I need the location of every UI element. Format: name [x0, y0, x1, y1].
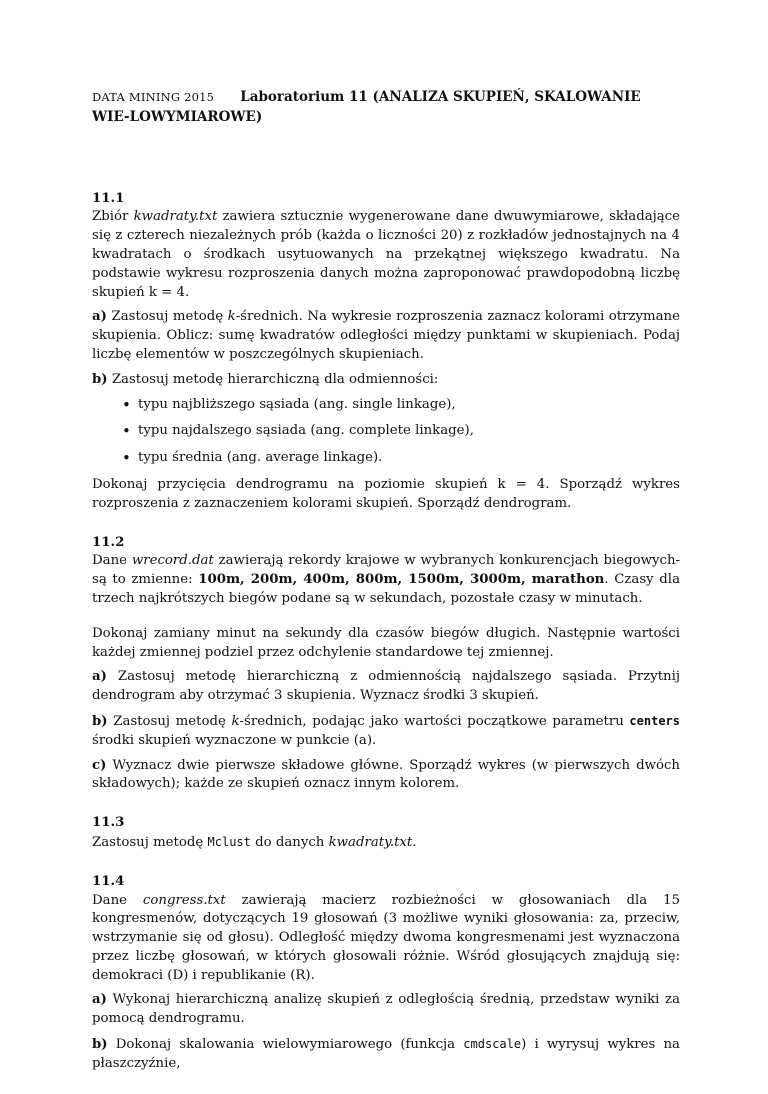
code-term: centers: [629, 713, 680, 728]
section-number: 11.3: [92, 815, 125, 831]
task-a: a) Wykonaj hierarchiczną analizę skupień z odległością średnią, przedstaw wyniki za pomocą dendrogramu.: [92, 992, 680, 1027]
section-number: 11.4: [92, 873, 125, 889]
task-a: a) Zastosuj metodę hierarchiczną z odmiennością najdalszego sąsiada. Przytnij dendrogram aby otrzymać 3 skupienia. Wyznacz środki 3 skupień.: [92, 669, 680, 704]
filename: congress.txt: [142, 892, 226, 908]
section-11-2: [92, 534, 680, 795]
task-a: a) Zastosuj metodę k-średnich. Na wykresie rozproszenia zaznacz kolorami otrzymane skupienia. Oblicz: sumę kwadratów odległości między punktami w skupieniach. Podaj liczbę elementów w poszczególnych skupieniach.: [92, 309, 680, 362]
filename: wrecord.dat: [131, 553, 214, 569]
course-label: DATA MINING 2015: [92, 90, 215, 104]
section-number: 11.2: [92, 534, 125, 550]
code-term: Mclust: [207, 834, 251, 849]
filename: kwadraty.txt: [328, 834, 413, 850]
paragraph: Zastosuj metodę Mclust do danych kwadraty.txt.: [92, 834, 417, 850]
paragraph: Dokonaj przycięcia dendrogramu na poziomie skupień k = 4. Sporządź wykres rozproszenia z zaznaczeniem kolorami skupień. Sporządź dendrogram.: [92, 476, 680, 511]
task-c: c) Wyznacz dwie pierwsze składowe główne. Sporządź wykres (w pierwszych dwóch składowych); każde ze skupień oznacz innym kolorem.: [92, 757, 680, 792]
paragraph: Dane wrecord.dat zawierają rekordy krajowe w wybranych konkurencjach biegowych- są to zmienne: 100m, 200m, 400m, 800m, 1500m, 3000m, marathon. Czasy dla trzech najkrótszych biegów podane są w sekundach, pozostałe czasy w minutach.: [92, 553, 681, 606]
code-term: cmdscale: [463, 1037, 522, 1052]
page-title: Laboratorium 11 (ANALIZA SKUPIEŃ, SKALOWANIE WIE-LOWYMIAROWE): [92, 89, 641, 125]
task-b: b) Zastosuj metodę k-średnich, podając jako wartości początkowe parametru centers środki skupień wyznaczone w punkcie (a).: [92, 713, 680, 748]
list-item: • typu najbliższego sąsiada (ang. single linkage),: [122, 396, 680, 415]
list-item: • typu najdalszego sąsiada (ang. complete linkage),: [122, 422, 680, 441]
section-11-4: [92, 873, 680, 1074]
filename: kwadraty.txt: [133, 209, 218, 225]
task-b: b) Dokonaj skalowania wielowymiarowego (funkcja cmdscale) i wyrysuj wykres na płaszczyźnie,: [92, 1037, 680, 1071]
document-page: [92, 88, 680, 1094]
variable-list: 100m, 200m, 400m, 800m, 1500m, 3000m, marathon: [198, 572, 605, 588]
list-item: • typu średnia (ang. average linkage).: [122, 449, 680, 468]
document-header: [92, 88, 680, 128]
task-b: b) Zastosuj metodę hierarchiczną dla odmienności:: [92, 371, 439, 387]
section-number: 11.1: [92, 190, 125, 206]
section-11-1: [92, 190, 680, 514]
paragraph: Dokonaj zamiany minut na sekundy dla czasów biegów długich. Następnie wartości każdej zmiennej podziel przez odchylenie standardowe tej zmiennej.: [92, 625, 680, 660]
linkage-list: [92, 396, 680, 468]
section-11-3: [92, 814, 680, 853]
paragraph: Dane congress.txt zawierają macierz rozbieżności w głosowaniach dla 15 kongresmenów, dotyczących 19 głosowań (3 możliwe wyniki głosowania: za, przeciw, wstrzymanie się od głosu). Odległość między dwoma kongresmenami jest wyznaczona przez liczbę głosowań, w których głosowali różnie. Wśród głosujących znajdują się: demokraci (D) i republikanie (R).: [92, 892, 681, 983]
paragraph: Zbiór kwadraty.txt zawiera sztucznie wygenerowane dane dwuwymiarowe, składające się z czterech niezależnych prób (każda o liczności 20) z rozkładów jednostajnych na 4 kwadratach o środkach usytuowanych na przekątnej większego kwadratu. Na podstawie wykresu rozproszenia danych można zaproponować prawdopodobną liczbę skupień k = 4.: [92, 209, 680, 300]
